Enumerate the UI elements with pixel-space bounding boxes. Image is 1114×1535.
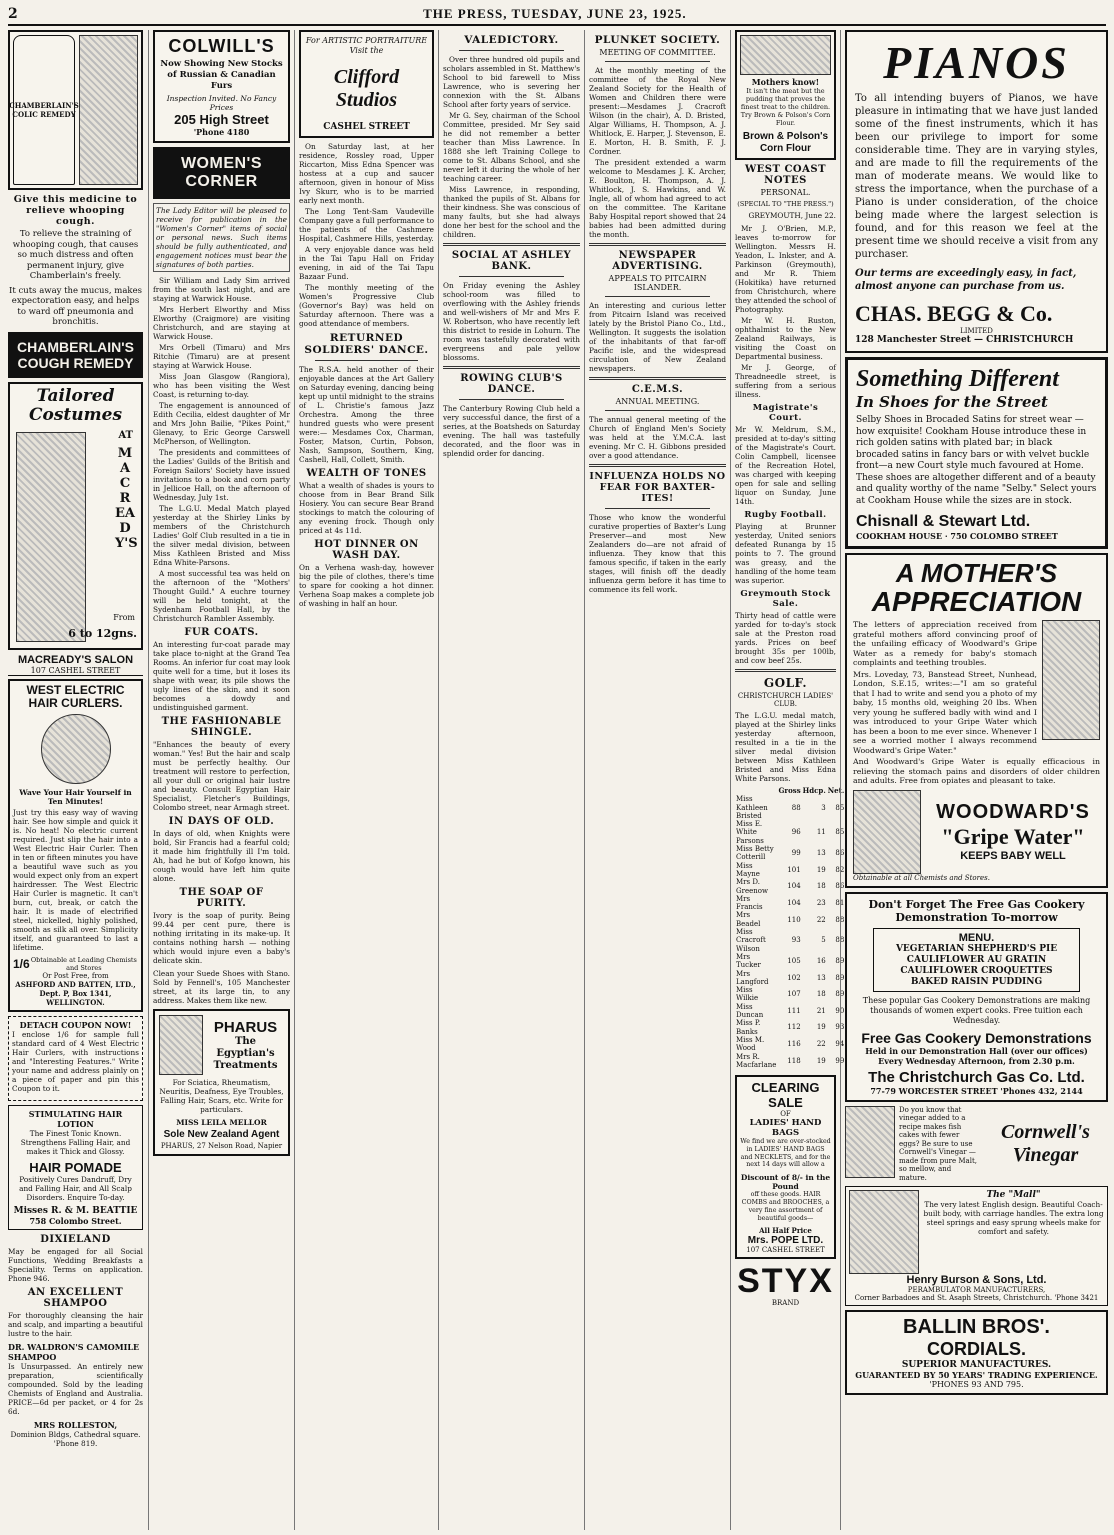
golf-cell: 112 xyxy=(787,1023,801,1032)
mothers-title-2: APPRECIATION xyxy=(871,586,1082,617)
party-item: The monthly meeting of the Women's Progressive Club (Governor's Bay) was held on Saturday afternoon. There was a good attendance of members. xyxy=(299,283,434,328)
gas-held: Held in our Demonstration Hall (over our offices) Every Wednesday Afternoon, from 2.30 p.m. xyxy=(865,1045,1088,1066)
bags-body-2: off these goods. HAIR COMBS and BROOCHES, a very fine assortment of beautiful goods— xyxy=(741,1191,830,1222)
pram-ad xyxy=(845,1186,1108,1306)
valedictory-heading: VALEDICTORY. xyxy=(464,34,559,46)
golf-cell: 19 xyxy=(816,865,826,874)
curlers-title: WEST ELECTRIC HAIR CURLERS. xyxy=(26,682,125,710)
pram-image xyxy=(849,1190,919,1274)
coupon-box[interactable] xyxy=(8,1016,143,1101)
styx-brand: BRAND xyxy=(771,1299,800,1308)
mothers-letter: Mrs. Loveday, 73, Banstead Street, Nunhead, London, S.E.15, writes:—"I am so grateful that I had to write and send you a photo of my baby, 15 months old, weighing 20 lbs. When very young he suffered badly with wind and I was introduced to your Gripe Water which has been a boon to me ever since. Whenever I see a worried mother I always recommend Woodward's Gripe Water." xyxy=(853,669,1037,755)
washday-heading: HOT DINNER ON WASH DAY. xyxy=(314,539,419,561)
tailored-from: From xyxy=(113,612,135,622)
party-item: A very enjoyable dance was held in the Tai Tapu Hall on Friday evening, in aid of the Tai Tapu Bazaar Fund. xyxy=(299,245,434,281)
whooping-body: To relieve the straining of whooping cough, that causes so much distress and often permanent injury, give Chamberlain's freely. xyxy=(12,229,139,281)
gas-menu-item: VEGETARIAN SHEPHERD'S PIE xyxy=(895,943,1058,954)
influenza-body: Those who know the wonderful curative properties of Baxter's Lung Preserver—and most New Zealanders do—are not afraid of influenza. They know that this famous specific, if taken in the early stages, will finish off the deadly influenza germ before it has time to commence its fell work. xyxy=(589,513,726,594)
handbags-ad xyxy=(735,1075,836,1259)
golf-cell: 86 xyxy=(835,882,845,891)
table-row xyxy=(735,911,845,928)
colwill-note: Inspection Invited. No Fancy Prices xyxy=(166,94,277,112)
mothers-body-2: And Woodward's Gripe Water is equally efficacious in relieving the stomach pains and disorders of older children and adults. Free from opiates and pleasant to take. xyxy=(853,757,1100,785)
gripe-water-bottle-image xyxy=(1042,620,1100,740)
bottle-label: CHAMBERLAIN'S COLIC REMEDY xyxy=(9,101,79,119)
golf-cell: 93 xyxy=(791,936,801,945)
gas-cookery-ad xyxy=(845,892,1108,1102)
golf-cell: Miss Duncan xyxy=(736,1002,764,1020)
suede-body: Clean your Suede Shoes with Stano. Sold by Fennell's, 105 Manchester street, at its large tin, to any address. Makes them like new. xyxy=(153,969,290,1005)
womens-item: The presidents and committees of the Ladies' Guilds of the British and Foreign Sailors' Society have issued invitations to a book and corn party in Jellicoe Hall, on the afternoon of Wednesday, July 1st. xyxy=(153,448,290,502)
west-electric-ad xyxy=(8,679,143,1012)
bags-half: All Half Price xyxy=(759,1226,812,1236)
chisnall-address: COOKHAM HOUSE · 750 COLOMBO STREET xyxy=(856,531,1058,541)
coupon-body: I enclose 1/6 for sample full standard card of 4 West Electric Hair Curlers, with instructions and "Interesting Features." Write your name and address plainly on a piece of paper and pin this Coupon to it. xyxy=(12,1029,139,1093)
golf-cell: Mrs D. Greenow xyxy=(736,878,768,895)
shingle-heading: THE FASHIONABLE SHINGLE. xyxy=(161,716,282,738)
colwill-name: COLWILL'S xyxy=(168,36,275,56)
bags-seller: Mrs. POPE LTD. xyxy=(747,1235,824,1247)
gas-body: These popular Gas Cookery Demonstrations are making thousands of women expert cooks. Free tuition each Wednesday. xyxy=(862,995,1091,1025)
golf-cell: 82 xyxy=(835,865,845,874)
golf-cell: 118 xyxy=(787,1056,801,1065)
table-row xyxy=(735,986,845,1003)
golf-cell: 102 xyxy=(787,973,801,982)
shoes-title: Something Different xyxy=(856,366,1059,392)
corn-head: Mothers know! xyxy=(751,77,820,87)
column-1 xyxy=(8,30,143,1530)
gas-company: The Christchurch Gas Co. Ltd. xyxy=(868,1068,1085,1086)
magistrate-heading: Magistrate's Court. xyxy=(752,403,819,423)
golf-column-header: Net. xyxy=(827,786,845,795)
golf-cell: 23 xyxy=(816,899,826,907)
bags-name: LADIES' HAND BAGS xyxy=(749,1118,822,1139)
gas-heading: Don't Forget The Free Gas Cookery Demonstration To-morrow xyxy=(868,897,1085,924)
clifford-logo: Clifford Studios xyxy=(333,66,400,111)
bottle-box-image xyxy=(79,35,138,185)
ballin-line-2: GUARANTEED BY 50 YEARS' TRADING EXPERIENCE. xyxy=(855,1370,1098,1380)
pharus-sole-agent: Sole New Zealand Agent xyxy=(163,1129,280,1140)
bags-address: 107 CASHEL STREET xyxy=(746,1246,825,1255)
salon-name: MACREADY'S SALON xyxy=(17,653,134,666)
table-row xyxy=(735,845,845,862)
womens-item: Sir William and Lady Sim arrived from the south last night, and are staying at Warwick House. xyxy=(153,276,290,303)
womens-item: The L.G.U. Medal Match played yesterday at the Shirley Links by members of the Christchurch Ladies' Golf Club resulted in a tie in the silver medal division, between Miss Kathleen Bristed and Miss Edna White-Parsons. xyxy=(153,504,290,567)
golf-cell: Mrs R. Macfarlane xyxy=(736,1052,777,1069)
pomade-title: HAIR POMADE xyxy=(29,1159,122,1175)
golf-sub: CHRISTCHURCH LADIES' CLUB. xyxy=(737,692,834,708)
womens-item: Mrs Orbell (Timaru) and Mrs Ritchie (Timaru) are at present staying at Warwick House. xyxy=(153,343,290,370)
ballin-phones: 'PHONES 93 AND 795. xyxy=(929,1380,1024,1389)
corn-brand: Brown & Polson's Corn Flour xyxy=(742,131,829,154)
stock-heading: Greymouth Stock Sale. xyxy=(740,589,831,609)
gas-address: 77-79 WORCESTER STREET 'Phones 432, 2144 xyxy=(870,1085,1083,1096)
chamberlain-ad xyxy=(8,30,143,190)
knights-heading: IN DAYS OF OLD. xyxy=(168,816,275,827)
colwill-ad xyxy=(153,30,290,143)
plunket-sub: MEETING OF COMMITTEE. xyxy=(599,48,716,57)
golf-cell: 13 xyxy=(816,973,826,982)
ballin-sub: CORDIALS. xyxy=(927,1339,1026,1359)
golf-cell: 96 xyxy=(791,828,801,837)
table-row xyxy=(735,795,845,820)
plunket-heading: PLUNKET SOCIETY. xyxy=(594,34,721,46)
golf-cell: 105 xyxy=(787,957,801,966)
womens-intro: The Lady Editor will be pleased to receive for publication in the "Women's Corner" items of social or personal news. Such items should be fully authenticated, and engagement notices must bear the signatures of both parties. xyxy=(153,203,290,272)
pianos-terms: Our terms are exceedingly easy, in fact, almost anyone can purchase from us. xyxy=(855,268,1077,292)
magistrate-body: Mr W. Meldrum, S.M., presided at to-day's sitting of the Magistrate's Court. Colin Campbell, licensee of the Recreation Hotel, was charged with keeping open for sale and selling liquor on Sunday, June 14th. xyxy=(735,425,836,506)
woodward-tag: KEEPS BABY WELL xyxy=(960,850,1066,862)
golf-cell: 94 xyxy=(835,1040,845,1049)
lotion-body: The Finest Tonic Known. Strengthens Falling Hair, and makes it Thick and Glossy. xyxy=(20,1128,131,1156)
begg-address: 128 Manchester Street — CHRISTCHURCH xyxy=(855,335,1074,345)
golf-cell: Miss Betty Cotterill xyxy=(736,845,774,862)
coupon-title: DETACH COUPON NOW! xyxy=(19,1019,132,1030)
golf-cell: 22 xyxy=(816,1040,826,1049)
gas-menu-item: BAKED RAISIN PUDDING xyxy=(910,976,1043,987)
tailored-price: 6 to 12gns. xyxy=(68,626,137,640)
golf-results-table xyxy=(735,787,845,1069)
waldron-seller: MRS ROLLESTON, xyxy=(33,1419,118,1430)
west-coast-dateline: GREYMOUTH, June 22. xyxy=(748,211,836,220)
clifford-address: CASHEL STREET xyxy=(323,122,410,132)
ballin-ad xyxy=(845,1310,1108,1395)
golf-cell: 13 xyxy=(816,849,826,858)
woman-portrait-image xyxy=(41,714,111,784)
pomade-address: 758 Colombo Street. xyxy=(29,1215,122,1226)
shoes-body: Selby Shoes in Brocaded Satins for street wear —how exquisite! Cookham House introduce these in rich golden satins with plated bar; in black brocaded satins in fancy bars or with velvet buckle front—a new Court style much favoured at Home. These shoes are altogether different and of a beauty and quality worthy of the name "Selby." Select yours at Cookham House while the sizes are in stock. xyxy=(856,415,1097,506)
woodward-product: "Gripe Water" xyxy=(941,824,1085,849)
plunket-paragraph: The president extended a warm welcome to Mesdames J. K. Archer, E. Boulton, H. Thompson, A. J. Whitlock, J. S. Hawkins, and W. Ingle, all of whom had agreed to act on the committee. The Karitane Baby Hospital report showed that 24 babies had been admitted during the month. xyxy=(589,158,726,239)
mothers-title-1: A MOTHER'S xyxy=(895,558,1058,588)
pram-sub: PERAMBULATOR MANUFACTURERS, xyxy=(907,1286,1046,1294)
golf-cell: 21 xyxy=(816,1006,826,1015)
lotion-title: STIMULATING HAIR LOTION xyxy=(28,1108,123,1129)
golf-cell: 3 xyxy=(821,803,826,812)
rowing-heading: ROWING CLUB'S DANCE. xyxy=(460,373,563,395)
womens-corner-title: WOMEN'S CORNER xyxy=(153,147,290,199)
golf-cell: 110 xyxy=(787,915,801,924)
ashley-body: On Friday evening the Ashley school-room was filled to overflowing with the Ashley friends and well-wishers of Mr and Mrs F. W. Robertson, who have recently left this district to reside in Lohurn. The room was tastefully decorated with evergreens and pale yellow blossoms. xyxy=(443,281,580,362)
wealth-heading: WEALTH OF TONES xyxy=(306,468,427,479)
ashley-heading: SOCIAL AT ASHLEY BANK. xyxy=(451,250,572,272)
valedictory-paragraph: Miss Lawrence, in responding, thanked the pupils of St. Albans for their kindness. She was conscious of many faults, but she had always done her best for the school and the children. xyxy=(443,185,580,239)
golf-cell: 93 xyxy=(835,1023,845,1032)
column-5 xyxy=(584,30,726,1530)
golf-cell: 81 xyxy=(835,899,845,907)
cems-sub: ANNUAL MEETING. xyxy=(615,397,700,406)
golf-cell: 107 xyxy=(787,990,801,999)
waldron-title: DR. WALDRON'S CAMOMILE SHAMPOO xyxy=(8,1341,140,1362)
macready-vertical: MACREADY'S xyxy=(115,445,138,551)
golf-cell: 101 xyxy=(787,865,801,874)
golf-cell: Mrs Beadel xyxy=(736,911,761,928)
table-row xyxy=(735,1019,845,1036)
newspaper-title: THE PRESS, TUESDAY, JUNE 23, 1925. xyxy=(423,6,687,21)
table-row xyxy=(735,970,845,987)
golf-cell: 90 xyxy=(835,1006,845,1015)
bags-of: OF xyxy=(780,1110,791,1119)
furs-body: An interesting fur-coat parade may take place to-night at the Grand Tea Rooms. An inferior fur coat may look quite well for a time, but it loses its shape with wear, its pile shows the ugly lines of the skin, and it soon becomes a dowdy and undistinguished garment. xyxy=(153,640,290,712)
waldron-body: Is Unsurpassed. An entirely new preparation, scientifically compounded. Sold by the leading Chemists of England and Australia. PRICE—6d per packet, or 4 for 2s 6d. xyxy=(8,1361,143,1416)
golf-heading: GOLF. xyxy=(763,676,808,690)
plunket-paragraph: At the monthly meeting of the committee of the Royal New Zealand Society for the Health of Women and Children there were present:—Mesdames J. Cracroft Wilson (in the chair), A. D. Bristed, Algar Williams, H. Thompson, A. J. Whitlock, E. Harper, J. Stevenson, E. E. Morton, H. B. Smith, F. J. Cordner. xyxy=(589,66,726,156)
golf-cell: 116 xyxy=(787,1040,801,1049)
pram-address: Corner Barbadoes and St. Asaph Streets, Christchurch. 'Phone 3421 xyxy=(854,1294,1099,1302)
golf-cell: Miss M. Wood xyxy=(736,1035,765,1053)
column-3 xyxy=(294,30,434,1530)
returned-soldiers-body: The R.S.A. held another of their enjoyable dances at the Art Gallery on Saturday evening, dancing being kept up until midnight to the strains of L. Christie's famous Jazz Orchestra. Among the three hundred guests who were present were:— Mesdames Cox, Charman, Foster, Matson, Curtin, Pobson, Nash, Sampson, Southern, King, Cashell, Hall, Collett, Smith. xyxy=(299,365,434,464)
vinegar-bottle-image xyxy=(845,1106,895,1178)
hair-lotion-ad xyxy=(8,1105,143,1230)
corn-body: It isn't the meat but the pudding that proves the finest treat to the children. Try Brown & Polson's Corn Flour. xyxy=(740,87,831,127)
rugby-body: Playing at Brunner yesterday, United seniors defeated Runanga by 15 points to 7. The ground was greasy, and the handling of the home team was superior. xyxy=(735,522,836,585)
masthead xyxy=(8,4,1106,26)
shingle-body: "Enhances the beauty of every woman." Yes! But the hair and scalp must be perfectly healthy. Our treatment will restore to perfection, all your dull or original hair lustre and beauty. Consult Egyptian Hair Specialist, Fletcher's Buildings, Colombo street, near Armagh street. xyxy=(153,740,290,812)
golf-cell: 104 xyxy=(787,899,801,907)
west-coast-special: (SPECIAL TO "THE PRESS.") xyxy=(737,200,834,208)
column-2 xyxy=(148,30,290,1530)
egyptian-figure-image xyxy=(159,1015,203,1075)
costume-figure-image xyxy=(16,432,86,642)
salon-address: 107 CASHEL STREET xyxy=(8,666,143,676)
golf-cell: 89 xyxy=(835,990,845,999)
cems-body: The annual general meeting of the Church of England Men's Society was held at the Y.M.C.A. last evening. Mr C. H. Gibbons presided over a good attendance. xyxy=(589,415,726,460)
mothers-body: The letters of appreciation received from grateful mothers afford convincing proof of the unfailing efficacy of Woodward's Gripe Water as a remedy for baby's stomach complaints and teething troubles. xyxy=(853,620,1037,667)
baby-image xyxy=(853,790,921,874)
golf-cell: 18 xyxy=(816,990,826,999)
shoes-sub: In Shoes for the Street xyxy=(856,393,1048,411)
shampoo-body: For thoroughly cleansing the hair and scalp, and imparting a beautiful lustre to the hair. xyxy=(8,1310,143,1338)
begg-name: CHAS. BEGG & Co. xyxy=(855,301,1053,326)
golf-cell: 86 xyxy=(835,849,845,858)
corn-flour-ad xyxy=(735,30,836,160)
tailored-title: Tailored Costumes xyxy=(28,385,123,425)
valedictory-paragraph: Over three hundred old pupils and scholars assembled in St. Matthew's School to bid farewell to Miss Lawrence, who is severing her connexion with the St. Albans School after forty years of service. xyxy=(443,55,580,109)
golf-cell: 104 xyxy=(787,882,801,891)
pianos-ad xyxy=(845,30,1108,353)
golf-cell: 89 xyxy=(835,973,845,982)
curlers-agent: ASHFORD AND BATTEN, LTD., Dept. P, Box 1341, WELLINGTON. xyxy=(15,979,136,1007)
party-item: On Saturday last, at her residence, Rossley road, Upper Riccarton, Miss Edna Spencer was hostess at a cup and saucer afternoon, given in honour of Miss Ivy Skurr, who is to be married early next month. xyxy=(299,142,434,205)
washday-body: On a Verhena wash-day, however big the pile of clothes, there's time to spare for cooking a hot dinner. Verhena Soap makes a complete job of washing in half an hour. xyxy=(299,563,434,608)
pharus-address: PHARUS, 27 Nelson Road, Napier xyxy=(160,1142,283,1150)
party-item: The Long Tent-Sam Vaudeville Company gave a full performance to the patients of the Cashmere Hospital, Cashmere Hills, yesterday. xyxy=(299,207,434,243)
curlers-body: Just try this easy way of waving hair. See how simple and quick it is. No heat! No electric current required. Just slip the hair into a West Electric Hair Curler. Then in ten or fifteen minutes you have a beautiful wave such as you would expect only from an expert hairdresser. The West Electric Hair Curler is magnetic. It can't burn, cut, break, or catch the hair. It is made of electrified steel, nickelled, highly polished, smooth as silk all over. Simplicity itself, and guaranteed to last a lifetime. xyxy=(13,807,138,952)
golf-cell: Miss Kathleen Bristed xyxy=(736,795,768,820)
vinegar-brand: Cornwell's Vinegar xyxy=(1001,1120,1090,1166)
chisnall-name: Chisnall & Stewart Ltd. xyxy=(856,513,1031,530)
table-row xyxy=(735,928,845,953)
table-row xyxy=(735,1053,845,1070)
bags-body: We find we are over-stocked in LADIES' HAND BAGS and NECKLETS, and for the next 14 days will allow a xyxy=(740,1138,831,1169)
column-6 xyxy=(730,30,845,1530)
gas-menu-item: CAULIFLOWER AU GRATIN xyxy=(906,954,1047,965)
golf-cell: 111 xyxy=(787,1006,801,1015)
valedictory-paragraph: Mr G. Sey, chairman of the School Committee, presided. Mr Sey said he did not remember a better teacher than Miss Lawrence. In 1888 she left Training College to come to St. Albans School, and she never left it during the whole of her teaching career. xyxy=(443,111,580,183)
golf-cell: 18 xyxy=(816,882,826,891)
womens-item: Mrs Herbert Elworthy and Miss Elworthy (Craigmore) are visiting Christchurch, and are staying at Warwick House. xyxy=(153,305,290,341)
golf-body: The L.G.U. medal match, played at the Shirley links yesterday afternoon, resulted in a tie in the silver medal division between Miss Kathleen Bristed and Miss Edna White Parsons. xyxy=(735,711,836,783)
golf-cell: 22 xyxy=(816,915,826,924)
rowing-body: The Canterbury Rowing Club held a very successful dance, the first of a series, at the Boatsheds on Saturday evening. The hall was tastefully decorated, and the floor was in splendid order for dancing. xyxy=(443,404,580,458)
pharus-sub: The Egyptian's Treatments xyxy=(213,1035,278,1071)
page-number: 2 xyxy=(8,6,18,22)
golf-column-header xyxy=(735,787,777,795)
west-coast-heading: WEST COAST NOTES xyxy=(744,164,827,186)
stock-body: Thirty head of cattle were yarded for to-day's stock sale at the Preston road yards. Prices on beef brought 35s per 100lb, and cow beef 25s. xyxy=(735,611,836,665)
bags-title: CLEARING SALE xyxy=(751,1080,820,1111)
begg-limited: LIMITED xyxy=(960,327,993,335)
pharus-ad xyxy=(153,1009,290,1156)
gas-menu-title: MENU. xyxy=(958,931,995,944)
newspaper-advertising-heading: NEWSPAPER ADVERTISING. xyxy=(612,250,703,272)
woodwards-ad xyxy=(845,553,1108,888)
golf-column-header: Gross xyxy=(778,786,801,795)
curlers-price: 1/6 xyxy=(13,956,30,971)
influenza-heading: INFLUENZA HOLDS NO FEAR FOR BAXTER-ITES! xyxy=(589,471,726,504)
west-coast-paragraph: Mr J. O'Brien, M.P., leaves to-morrow for Wellington. Messrs H. Yeadon, L. Inkster, and A. Parkinson (Greymouth), and Mr R. Thiem (Hokitika) have returned from Christchurch, where they attended the school of Photography. xyxy=(735,224,836,314)
knights-body: In days of old, when Knights were bold, Sir Francis had a fearful cold; it made him frightfully ill I'm told. Ah, had he but of Kofgo known, his cough would have left him quite alone. xyxy=(153,829,290,883)
cems-heading: C.E.M.S. xyxy=(631,384,684,395)
pomade-body: Positively Cures Dandruff, Dry and Falling Hair, and All Scalp Disorders. Enquire To-day. xyxy=(19,1174,132,1202)
waldron-address: Dominion Bldgs, Cathedral square. 'Phone 819. xyxy=(10,1429,141,1448)
womens-item: A most successful tea was held on the afternoon of the "Mothers' Thought Guild." A euchre tourney will be held tonight, at the Sydenham Football Hall, by the Christchurch Rambler Assembly. xyxy=(153,569,290,623)
table-row xyxy=(735,953,845,970)
selby-shoes-ad xyxy=(845,357,1108,549)
column-4 xyxy=(438,30,580,1530)
golf-cell: Miss E. White Parsons xyxy=(736,820,764,845)
golf-cell: 19 xyxy=(816,1056,826,1065)
soap-heading: THE SOAP OF PURITY. xyxy=(179,887,264,909)
golf-cell: Miss P. Banks xyxy=(736,1019,761,1036)
wealth-body: What a wealth of shades is yours to choose from in Bear Brand Silk Hosiery. You can secure Bear Brand stockings to match the colouring of any evening frock. Though only priced at 4s 11d. xyxy=(299,481,434,535)
styx-model: The "Mall" xyxy=(986,1190,1041,1200)
golf-cell: 85 xyxy=(835,803,845,812)
curlers-caption: Wave Your Hair Yourself in Ten Minutes! xyxy=(19,787,132,806)
pudding-image xyxy=(740,35,831,75)
golf-cell: Mrs Langford xyxy=(736,969,769,986)
clifford-for: For ARTISTIC PORTRAITURE Visit the xyxy=(305,36,428,55)
golf-cell: 89 xyxy=(835,957,845,966)
whooping-heading: Give this medicine to relieve whooping cough. xyxy=(13,194,138,227)
pharus-agent: MISS LEILA MELLOR xyxy=(176,1118,267,1127)
golf-cell: 19 xyxy=(816,1023,826,1032)
styx-logo: STYX xyxy=(737,1262,834,1301)
golf-cell: 5 xyxy=(821,936,826,945)
returned-soldiers-heading: RETURNED SOLDIERS' DANCE. xyxy=(304,332,429,356)
vinegar-ad xyxy=(845,1106,1108,1183)
chamberlain-logo: CHAMBERLAIN'S COUGH REMEDY xyxy=(8,332,143,378)
woodward-name: WOODWARD'S xyxy=(936,801,1090,823)
pram-seller: Henry Burson & Sons, Ltd. xyxy=(906,1274,1047,1286)
colwill-tag: Now Showing New Stocks of Russian & Canadian Furs xyxy=(160,59,283,91)
golf-cell: 16 xyxy=(816,957,826,966)
pram-body: The very latest English design. Beautiful Coach-built body, with carriage handles. The extra long steel springs and easy sprung wheels make for comfort and safety. xyxy=(923,1200,1104,1236)
table-row xyxy=(735,820,845,845)
bags-discount: Discount of 8/- in the Pound xyxy=(740,1173,831,1192)
curlers-post: Or Post Free, from xyxy=(42,971,109,980)
table-row xyxy=(735,1003,845,1020)
pharus-body: For Sciatica, Rheumatism, Neuritis, Deafness, Eye Troubles, Falling Hair, Scars, etc. Write for particulars. xyxy=(159,1078,284,1114)
vinegar-body: Do you know that vinegar added to a recipe makes fish cakes with fewer eggs? Be sure to use Cornwell's Vinegar — made from pure Malt, so mellow, and mature. xyxy=(899,1105,977,1182)
pianos-body: To all intending buyers of Pianos, we have pleasure in intimating that we have just landed some of the finest instruments, which it has been our privilege to import for some considerable time. They are in varying styles, and are made to fill the requirements of the man of moderate means. We would like to stress the importance, when the purchase of a Piano is under consideration, of the choice being made where the largest selection is found, and for this reason we feel at the present time we should receive a visit from any purchaser. xyxy=(855,93,1098,260)
golf-cell: Mrs Tucker xyxy=(736,952,761,970)
golf-cell: 99 xyxy=(791,849,801,858)
golf-cell: Miss Cracroft Wilson xyxy=(736,928,766,953)
womens-item: The engagement is announced of Edith Cecilia, eldest daughter of Mr and Mrs John Bailie, "Pikes Point," Glenavy, to Eric George Carswell McPherson, of Wellington. xyxy=(153,401,290,446)
pitcairn-sub: APPEALS TO PITCAIRN ISLANDER. xyxy=(608,274,707,292)
curlers-obtain: Obtainable at Leading Chemists and Stores xyxy=(30,955,137,972)
golf-cell: Miss Mayne xyxy=(736,861,760,878)
ballin-line-1: SUPERIOR MANUFACTURES. xyxy=(901,1360,1052,1370)
west-coast-sub: PERSONAL. xyxy=(760,188,811,197)
dixieland-body: May be engaged for all Social Functions, Wedding Breakfasts a Speciality. Terms on application. Phone 946. xyxy=(8,1246,143,1283)
golf-cell: 99 xyxy=(835,1056,845,1065)
west-coast-paragraph: Mr W. H. Ruston, ophthalmist to the New Zealand Railways, is visiting the Coast on Departmental business. xyxy=(735,316,836,361)
womens-item: Miss Joan Glasgow (Rangiora), who has been visiting the West Coast, is returning to-day. xyxy=(153,372,290,399)
golf-cell: 85 xyxy=(835,828,845,837)
table-row xyxy=(735,862,845,879)
golf-cell: 88 xyxy=(791,803,801,812)
golf-cell: Miss Wilkie xyxy=(736,986,759,1003)
shampoo-title: AN EXCELLENT SHAMPOO xyxy=(27,1286,124,1309)
pitcairn-body: An interesting and curious letter from Pitcairn Island was received lately by the Bristol Piano Co., Ltd., Wellington. It suggests the isolation of the inhabitants of that far-off Pacific isle, and the widespread circulation of New Zealand newspapers. xyxy=(589,301,726,373)
medicine-bottle-icon xyxy=(9,35,79,185)
woodward-obtain: Obtainable at all Chemists and Stores. xyxy=(853,873,990,882)
rugby-heading: Rugby Football. xyxy=(744,510,827,520)
pharus-title: PHARUS xyxy=(213,1018,278,1036)
table-row xyxy=(735,1036,845,1053)
whooping-body-2: It cuts away the mucus, makes expectoration easy, and helps to ward off pneumonia and bronchitis. xyxy=(9,285,142,327)
tailored-at: AT xyxy=(118,429,133,441)
gas-menu-item: CAULIFLOWER CROQUETTES xyxy=(900,965,1053,976)
colwill-address: 205 High Street xyxy=(174,112,269,127)
table-row xyxy=(735,878,845,895)
pianos-title: PIANOS xyxy=(883,37,1070,88)
golf-cell: 88 xyxy=(835,915,845,924)
golf-cell: 11 xyxy=(816,828,826,837)
table-row xyxy=(735,895,845,912)
clifford-ad xyxy=(299,30,434,138)
colwill-phone: 'Phone 4180 xyxy=(193,127,250,137)
golf-cell: 88 xyxy=(835,936,845,945)
furs-heading: FUR COATS. xyxy=(184,627,259,638)
pomade-seller: Misses R. & M. BEATTIE xyxy=(13,1205,138,1216)
ballin-title: BALLIN BROS'. xyxy=(903,1316,1050,1338)
gas-free-title: Free Gas Cookery Demonstrations xyxy=(861,1029,1092,1046)
golf-column-header: Hdcp. xyxy=(802,786,826,795)
tailored-costumes-ad xyxy=(8,382,143,650)
golf-cell: Mrs Francis xyxy=(736,894,763,912)
column-7 xyxy=(840,30,1108,1530)
dixieland-title: DIXIELAND xyxy=(40,1233,111,1245)
west-coast-paragraph: Mr J. George, of Threadneedle street, is suffering from a serious illness. xyxy=(735,363,836,399)
soap-body: Ivory is the soap of purity. Being 99.44 per cent pure, there is nothing irritating in its make-up. It contains nothing harsh — nothing which would injure even a baby's delicate skin. xyxy=(153,911,290,965)
